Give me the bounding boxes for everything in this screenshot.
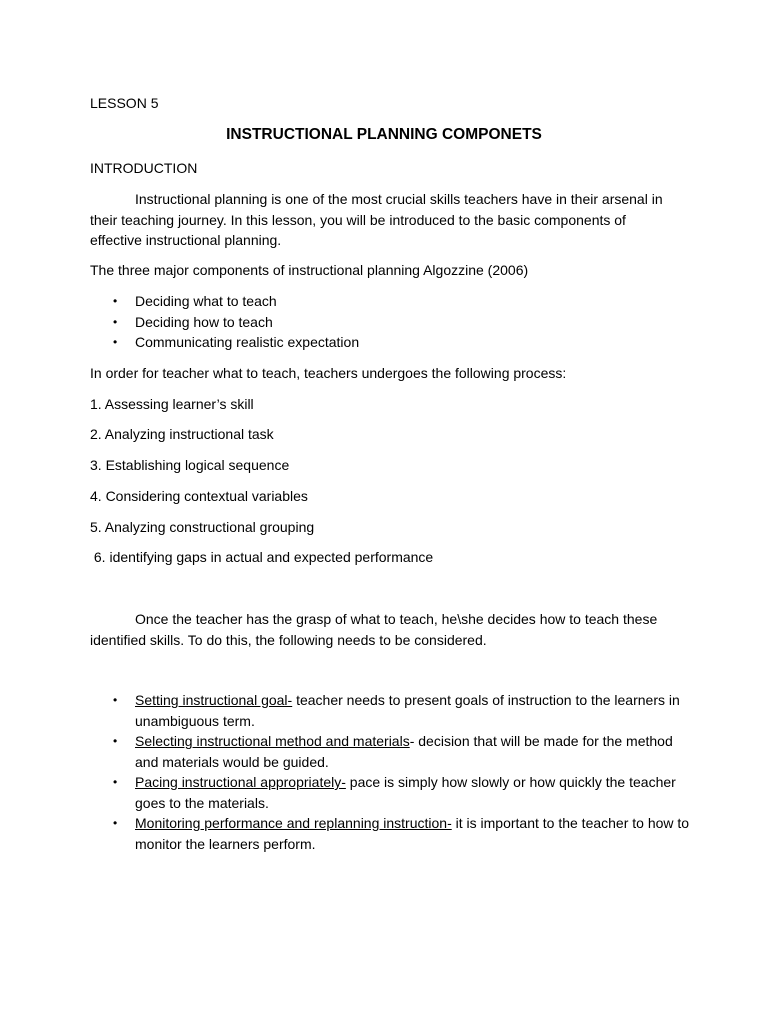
lesson-label: LESSON 5 — [90, 95, 159, 111]
intro-paragraph-text: Instructional planning is one of the most crucial skills teachers have in their arsenal in their teaching journey. In this lesson, you will be introduced to the basic components of effective instructional planning. — [90, 191, 663, 248]
how-paragraph-text: Once the teacher has the grasp of what to teach, he\she decides how to teach these identified skills. To do this, the following needs to be considered. — [90, 611, 658, 648]
process-step: 4. Considering contextual variables — [90, 488, 308, 504]
bullet-icon: • — [113, 693, 118, 707]
list-item — [90, 291, 690, 312]
consideration-term: Selecting instructional method and materials — [135, 733, 410, 749]
process-step: 5. Analyzing constructional grouping — [90, 519, 315, 535]
list-item — [90, 813, 690, 854]
components-list — [90, 291, 690, 353]
process-step: 1. Assessing learner’s skill — [90, 396, 254, 412]
consideration-term: Monitoring performance and replanning instruction- — [135, 815, 452, 831]
bullet-icon: • — [113, 775, 118, 789]
consideration-text: pace is simply how slowly or how quickly the teacher goes to the materials. — [135, 774, 676, 811]
process-step: 6. identifying gaps in actual and expected performance — [90, 549, 434, 565]
considerations-list — [90, 690, 690, 854]
bullet-icon: • — [113, 294, 118, 308]
document-title: INSTRUCTIONAL PLANNING COMPONETS — [226, 126, 542, 143]
list-item — [90, 312, 690, 333]
consideration-text: - decision that will be made for the method and materials would be guided. — [135, 733, 673, 770]
list-item — [90, 332, 690, 353]
intro-paragraph — [90, 189, 680, 251]
consideration-term: Setting instructional goal- — [135, 692, 293, 708]
how-paragraph — [90, 609, 680, 650]
list-item-text: Communicating realistic expectation — [135, 334, 360, 350]
section-heading: INTRODUCTION — [90, 160, 198, 176]
consideration-term: Pacing instructional appropriately- — [135, 774, 346, 790]
list-item-text: Deciding how to teach — [135, 313, 273, 330]
process-step: 2. Analyzing instructional task — [90, 426, 274, 442]
consideration-text: it is important to the teacher to how to monitor the learners perform. — [135, 815, 690, 852]
bullet-icon: • — [113, 734, 118, 748]
list-item — [90, 690, 690, 731]
list-item-text: Deciding what to teach — [135, 293, 277, 309]
list-item — [90, 772, 690, 813]
components-intro: The three major components of instructional planning Algozzine (2006) — [90, 262, 529, 278]
consideration-text: teacher needs to present goals of instruction to the learners in unambiguous term. — [135, 692, 680, 729]
bullet-icon: • — [113, 335, 118, 349]
bullet-icon: • — [113, 314, 118, 329]
bullet-icon: • — [113, 816, 118, 830]
list-item — [90, 731, 690, 772]
process-intro: In order for teacher what to teach, teachers undergoes the following process: — [90, 365, 567, 381]
process-step: 3. Establishing logical sequence — [90, 457, 290, 473]
